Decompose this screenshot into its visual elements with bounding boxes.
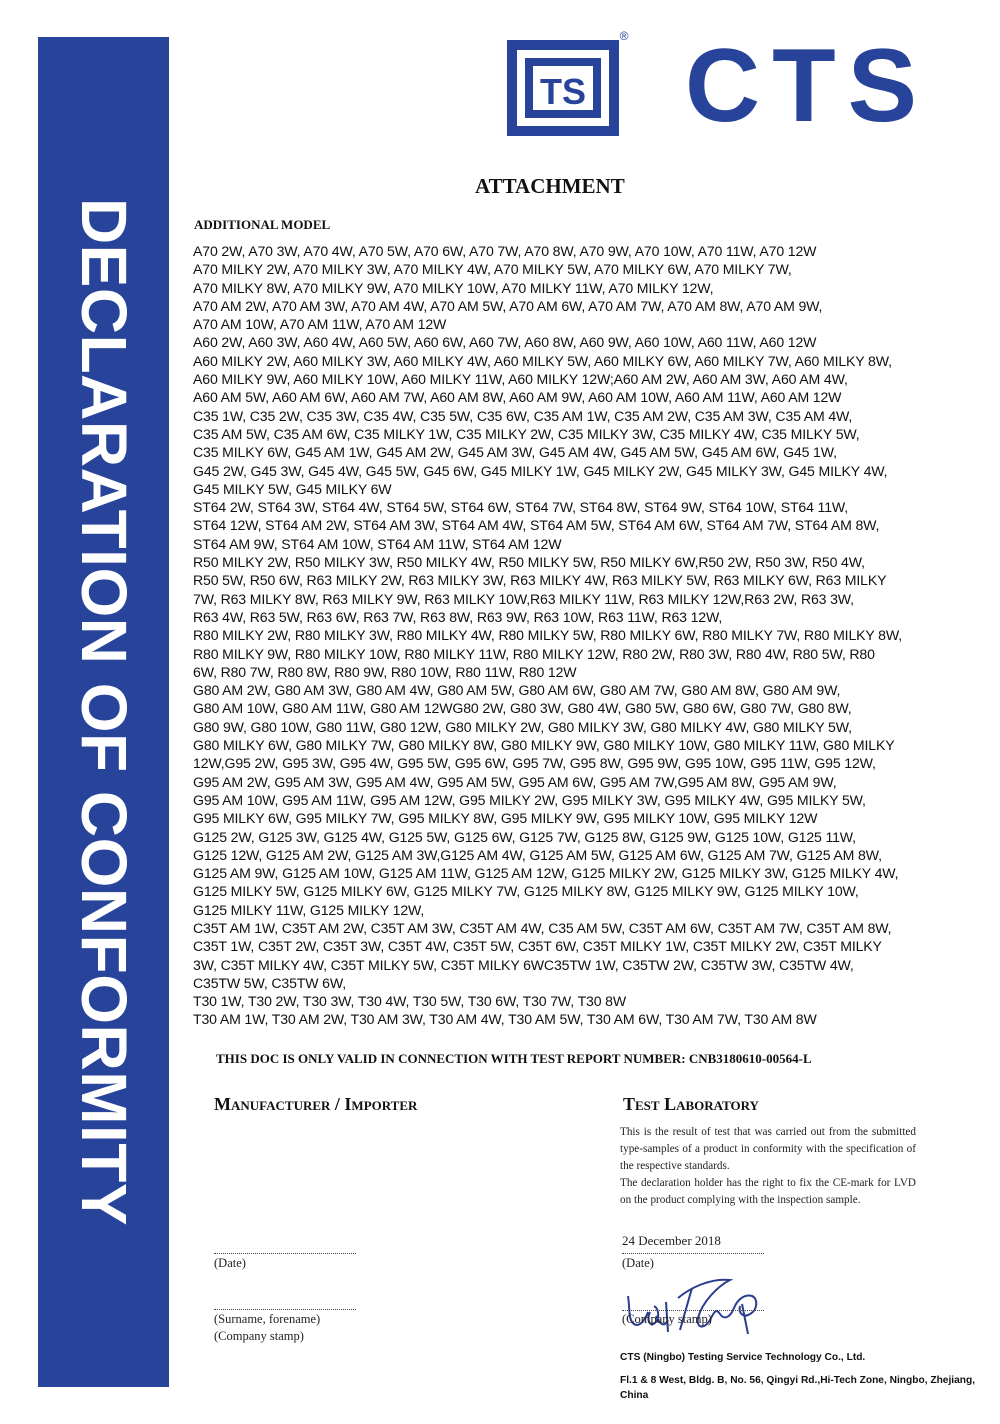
model-line: G125 MILKY 5W, G125 MILKY 6W, G125 MILKY 7W, G125 MILKY 8W, G125 MILKY 9W, G125 MILKY 10W, [193, 883, 859, 900]
model-line: C35 1W, C35 2W, C35 3W, C35 4W, C35 5W, C35 6W, C35 AM 1W, C35 AM 2W, C35 AM 3W, C35 AM 4W, [193, 407, 853, 424]
model-line: R63 4W, R63 5W, R63 6W, R63 7W, R63 8W, R63 9W, R63 10W, R63 11W, R63 12W, [193, 608, 723, 625]
model-line: C35 MILKY 6W, G45 AM 1W, G45 AM 2W, G45 AM 3W, G45 AM 4W, G45 AM 5W, G45 AM 6W, G45 1W, [193, 444, 837, 461]
model-line: C35TW 5W, C35TW 6W, [193, 974, 346, 991]
model-line: C35T AM 1W, C35T AM 2W, C35T AM 3W, C35T AM 4W, C35 AM 5W, C35T AM 6W, C35T AM 7W, C35T AM 8W, [193, 919, 892, 936]
model-line: C35 AM 5W, C35 AM 6W, C35 MILKY 1W, C35 MILKY 2W, C35 MILKY 3W, C35 MILKY 4W, C35 MILKY 5W, [193, 425, 860, 442]
lab-date-value: 24 December 2018 [622, 1233, 721, 1248]
model-line: G80 AM 2W, G80 AM 3W, G80 AM 4W, G80 AM 5W, G80 AM 6W, G80 AM 7W, G80 AM 8W, G80 AM 9W, [193, 682, 841, 699]
model-line: 12W,G95 2W, G95 3W, G95 4W, G95 5W, G95 6W, G95 7W, G95 8W, G95 9W, G95 10W, G95 11W, G95 12W, [193, 755, 876, 772]
lab-address: Fl.1 & 8 West, Bldg. B, No. 56, Qingyi Rd.,Hi-Tech Zone, Ningbo, Zhejiang, China [620, 1375, 976, 1401]
additional-model-heading: ADDITIONAL MODEL [194, 217, 331, 232]
logo-mark-text: TS [539, 71, 587, 112]
page-title: ATTACHMENT [475, 174, 625, 198]
validity-note: THIS DOC IS ONLY VALID IN CONNECTION WITH TEST REPORT NUMBER: CNB3180610-00564-L [216, 1051, 812, 1066]
model-line: ST64 12W, ST64 AM 2W, ST64 AM 3W, ST64 AM 4W, ST64 AM 5W, ST64 AM 6W, ST64 AM 7W, ST64 AM 8W, [193, 517, 880, 534]
manufacturer-date-label: (Date) [214, 1256, 246, 1270]
registered-mark: ® [619, 29, 629, 43]
model-line: A60 AM 5W, A60 AM 6W, A60 AM 7W, A60 AM 8W, A60 AM 9W, A60 AM 10W, A60 AM 11W, A60 AM 12W [193, 389, 842, 406]
model-line: ST64 AM 9W, ST64 AM 10W, ST64 AM 11W, ST64 AM 12W [193, 535, 562, 552]
model-line: G80 9W, G80 10W, G80 11W, G80 12W, G80 MILKY 2W, G80 MILKY 3W, G80 MILKY 4W, G80 MILKY 5W, [193, 718, 852, 735]
model-line: C35T 1W, C35T 2W, C35T 3W, C35T 4W, C35T 5W, C35T 6W, C35T MILKY 1W, C35T MILKY 2W, C35T MILKY [193, 938, 882, 955]
model-line: R80 MILKY 2W, R80 MILKY 3W, R80 MILKY 4W, R80 MILKY 5W, R80 MILKY 6W, R80 MILKY 7W, R80 MILKY 8W, [193, 627, 902, 644]
model-line: T30 1W, T30 2W, T30 3W, T30 4W, T30 5W, T30 6W, T30 7W, T30 8W [193, 993, 627, 1010]
lab-stamp-line [622, 1310, 764, 1311]
manufacturer-heading: Manufacturer / Importer [214, 1094, 418, 1114]
sidebar-banner [38, 37, 169, 1387]
model-line: ST64 2W, ST64 3W, ST64 4W, ST64 5W, ST64 6W, ST64 7W, ST64 8W, ST64 9W, ST64 10W, ST64 11W, [193, 499, 849, 516]
model-list [193, 242, 983, 1029]
model-line: A60 MILKY 2W, A60 MILKY 3W, A60 MILKY 4W, A60 MILKY 5W, A60 MILKY 6W, A60 MILKY 7W, A60 MILKY 8W, [193, 352, 892, 369]
model-line: G125 12W, G125 AM 2W, G125 AM 3W,G125 AM 4W, G125 AM 5W, G125 AM 6W, G125 AM 7W, G125 AM 8W, [193, 846, 882, 863]
model-line: R50 MILKY 2W, R50 MILKY 3W, R50 MILKY 4W, R50 MILKY 5W, R50 MILKY 6W,R50 2W, R50 3W, R50 4W, [193, 554, 865, 571]
lab-statement-1: This is the result of test that was carried out from the submitted type-samples of a product in conformity with the specification of the respective standards. [620, 1126, 916, 1172]
model-line: A70 AM 2W, A70 AM 3W, A70 AM 4W, A70 AM 5W, A70 AM 6W, A70 AM 7W, A70 AM 8W, A70 AM 9W, [193, 297, 823, 314]
model-line: A60 MILKY 9W, A60 MILKY 10W, A60 MILKY 11W, A60 MILKY 12W;A60 AM 2W, A60 AM 3W, A60 AM 4W, [193, 371, 848, 388]
lab-company-name: CTS (Ningbo) Testing Service Technology Co., Ltd. [620, 1352, 866, 1363]
model-line: R50 5W, R50 6W, R63 MILKY 2W, R63 MILKY 3W, R63 MILKY 4W, R63 MILKY 5W, R63 MILKY 6W, R63 MILKY [193, 572, 887, 589]
lab-date-label: (Date) [622, 1256, 654, 1270]
model-line: G95 MILKY 6W, G95 MILKY 7W, G95 MILKY 8W, G95 MILKY 9W, G95 MILKY 10W, G95 MILKY 12W [193, 810, 818, 827]
model-line: G125 MILKY 11W, G125 MILKY 12W, [193, 901, 425, 918]
lab-statement [620, 1124, 916, 1209]
lab-stamp-label: (Company stamp) [622, 1312, 712, 1326]
model-line: G45 2W, G45 3W, G45 4W, G45 5W, G45 6W, G45 MILKY 1W, G45 MILKY 2W, G45 MILKY 3W, G45 MILKY 4W, [193, 462, 888, 479]
lab-statement-2: The declaration holder has the right to fix the CE-mark for LVD on the product complying with the inspection sample. [620, 1177, 916, 1206]
model-line: G80 MILKY 6W, G80 MILKY 7W, G80 MILKY 8W, G80 MILKY 9W, G80 MILKY 10W, G80 MILKY 11W, G80 MILKY [193, 737, 895, 754]
manufacturer-surname-label: (Surname, forename) [214, 1312, 321, 1326]
model-line: A60 2W, A60 3W, A60 4W, A60 5W, A60 6W, A60 7W, A60 8W, A60 9W, A60 10W, A60 11W, A60 12W [193, 334, 817, 351]
manufacturer-date-line [214, 1253, 356, 1254]
model-line: A70 AM 10W, A70 AM 11W, A70 AM 12W [193, 316, 447, 333]
cts-logo-icon [503, 28, 633, 140]
manufacturer-name-line [214, 1309, 356, 1310]
model-line: T30 AM 1W, T30 AM 2W, T30 AM 3W, T30 AM 4W, T30 AM 5W, T30 AM 6W, T30 AM 7W, T30 AM 8W [193, 1011, 817, 1028]
brand-name: CTS [685, 28, 929, 144]
declaration-title: DECLARATION OF CONFORMITY [67, 197, 140, 1227]
model-line: G80 AM 10W, G80 AM 11W, G80 AM 12WG80 2W, G80 3W, G80 4W, G80 5W, G80 6W, G80 7W, G80 8W, [193, 700, 852, 717]
model-line: G125 AM 9W, G125 AM 10W, G125 AM 11W, G125 AM 12W, G125 MILKY 2W, G125 MILKY 3W, G125 MILKY 4W, [193, 865, 899, 882]
model-line: A70 2W, A70 3W, A70 4W, A70 5W, A70 6W, A70 7W, A70 8W, A70 9W, A70 10W, A70 11W, A70 12W [193, 243, 817, 259]
model-line: 7W, R63 MILKY 8W, R63 MILKY 9W, R63 MILKY 10W,R63 MILKY 11W, R63 MILKY 12W,R63 2W, R63 3W, [193, 590, 854, 607]
model-line: 3W, C35T MILKY 4W, C35T MILKY 5W, C35T MILKY 6WC35TW 1W, C35TW 2W, C35TW 3W, C35TW 4W, [193, 956, 854, 973]
model-line: G95 AM 10W, G95 AM 11W, G95 AM 12W, G95 MILKY 2W, G95 MILKY 3W, G95 MILKY 4W, G95 MILKY 5W, [193, 791, 866, 808]
model-line: A70 MILKY 2W, A70 MILKY 3W, A70 MILKY 4W, A70 MILKY 5W, A70 MILKY 6W, A70 MILKY 7W, [193, 261, 792, 278]
model-line: G95 AM 2W, G95 AM 3W, G95 AM 4W, G95 AM 5W, G95 AM 6W, G95 AM 7W,G95 AM 8W, G95 AM 9W, [193, 773, 837, 790]
model-line: 6W, R80 7W, R80 8W, R80 9W, R80 10W, R80 11W, R80 12W [193, 663, 577, 680]
model-line: G125 2W, G125 3W, G125 4W, G125 5W, G125 6W, G125 7W, G125 8W, G125 9W, G125 10W, G125 11W, [193, 828, 856, 845]
lab-date-line [622, 1253, 764, 1254]
model-line: G45 MILKY 5W, G45 MILKY 6W [193, 480, 392, 497]
model-line: A70 MILKY 8W, A70 MILKY 9W, A70 MILKY 10W, A70 MILKY 11W, A70 MILKY 12W, [193, 279, 714, 296]
manufacturer-stamp-label: (Company stamp) [214, 1329, 304, 1343]
test-lab-heading: Test Laboratory [623, 1094, 759, 1114]
model-line: R80 MILKY 9W, R80 MILKY 10W, R80 MILKY 11W, R80 MILKY 12W, R80 2W, R80 3W, R80 4W, R80 5W, R80 [193, 645, 875, 662]
